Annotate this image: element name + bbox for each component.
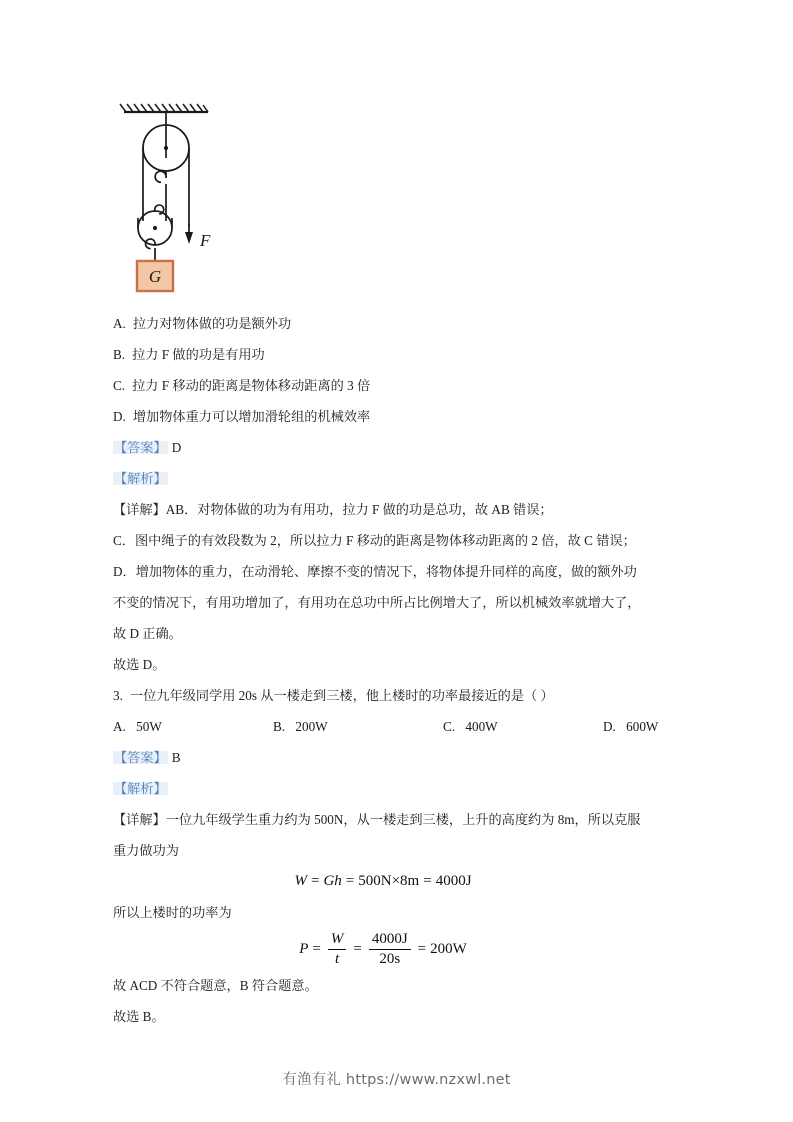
option-letter: C.: [113, 377, 126, 393]
detail-text: C．图中绳子的有效段数为 2，所以拉力 F 移动的距离是物体移动距离的 2 倍，故 C 错误；: [113, 532, 636, 548]
option-text: 200W: [295, 718, 328, 734]
question3-detail-line-2: [113, 835, 693, 866]
question2-detail-line-1: [113, 494, 693, 525]
closing-text: 故 ACD 不符合题意，B 符合题意。: [113, 977, 318, 993]
question3-detail-line-1: [113, 804, 693, 835]
fixed-pulley-hook: [155, 171, 166, 182]
option-text: 拉力对物体做的功是额外功: [132, 315, 292, 331]
question3-option-d: [603, 719, 658, 735]
fraction-values: [369, 931, 411, 966]
formula-eq-2: =: [345, 873, 355, 889]
detail-text: 一位九年级学生重力约为 500N，从一楼走到三楼，上升的高度约为 8m，所以克服: [165, 811, 641, 827]
formula-eq-1: =: [312, 940, 321, 957]
fraction-numerator: 4000J: [369, 931, 411, 949]
question3-option-c: [443, 719, 498, 735]
question2-option-a: [113, 308, 693, 339]
question2-detail-line-2: [113, 525, 693, 556]
formula-work: [123, 874, 643, 889]
answer-tag: 【答案】: [114, 439, 167, 455]
option-letter: A.: [113, 718, 126, 734]
detail-text: 故 D 正确。: [113, 625, 182, 641]
formula-lhs: W: [294, 873, 307, 889]
question2-detail-line-3: [113, 556, 693, 587]
question-text: 一位九年级同学用 20s 从一楼走到三楼，他上楼时的功率最接近的是（ ）: [129, 687, 554, 703]
question3-closing-1: [113, 970, 693, 1001]
fraction-work-over-time: [328, 931, 347, 966]
pulley-system-figure: [118, 96, 348, 301]
option-text: 600W: [626, 718, 659, 734]
analysis-tag: 【解析】: [114, 780, 167, 796]
detail-tag: 【详解】: [113, 501, 166, 517]
answer-value: B: [171, 749, 181, 765]
formula-eq-3: =: [417, 940, 427, 957]
formula-eq-1: =: [310, 873, 320, 889]
movable-pulley-top-hook: [155, 205, 164, 214]
question2-answer-row: [113, 432, 693, 463]
movable-pulley-axle: [153, 226, 157, 230]
detail-text: 不变的情况下，有用功增加了，有用功在总功中所占比例增大了，所以机械效率就增大了，: [113, 594, 641, 610]
question3-option-a: [113, 719, 162, 735]
closing-text: 故选 B。: [113, 1008, 165, 1024]
force-arrow-head: [185, 232, 193, 244]
question3-analysis-row: [113, 773, 693, 804]
detail-text: AB．对物体做的功为有用功，拉力 F 做的功是总功，故 AB 错误；: [165, 501, 553, 517]
formula-work-expression: [294, 874, 471, 889]
detail-text: D．增加物体的重力，在动滑轮、摩擦不变的情况下，将物体提升同样的高度，做的额外功: [113, 563, 637, 579]
option-text: 400W: [465, 718, 498, 734]
detail-text: 重力做功为: [113, 842, 179, 858]
force-label: F: [200, 231, 211, 250]
conclusion-text: 故选 D。: [113, 656, 166, 672]
option-letter: B.: [113, 346, 126, 362]
document-body: [113, 308, 693, 1032]
analysis-tag: 【解析】: [114, 470, 167, 486]
ceiling-hatching: [120, 104, 208, 112]
option-letter: A.: [113, 315, 126, 331]
formula-result: 4000J: [435, 873, 472, 889]
question3-mid-text: [113, 897, 693, 928]
question3-options-row: [113, 711, 693, 742]
question2-option-c: [113, 370, 693, 401]
formula-1-row: [113, 866, 693, 897]
question3-answer-row: [113, 742, 693, 773]
fraction-denominator: 20s: [379, 950, 401, 967]
question2-conclusion: [113, 649, 693, 680]
option-text: 50W: [136, 718, 162, 734]
mid-text: 所以上楼时的功率为: [113, 904, 232, 920]
fixed-pulley-axle: [164, 146, 168, 150]
option-text: 拉力 F 移动的距离是物体移动距离的 3 倍: [132, 377, 371, 393]
question3-stem: [113, 680, 693, 711]
formula-term-1: Gh: [323, 873, 342, 889]
formula-lhs: P: [299, 940, 309, 957]
option-letter: D.: [113, 408, 126, 424]
formula-power-expression: [299, 931, 467, 966]
fraction-numerator: W: [328, 931, 347, 949]
option-letter: D.: [603, 718, 616, 734]
formula-term-2: 500N×8m: [358, 873, 420, 889]
detail-tag: 【详解】: [113, 811, 166, 827]
question2-analysis-row: [113, 463, 693, 494]
question3-closing-2: [113, 1001, 693, 1032]
option-text: 拉力 F 做的功是有用功: [132, 346, 265, 362]
formula-result: 200W: [430, 940, 467, 957]
formula-2-row: [113, 928, 693, 970]
option-text: 增加物体重力可以增加滑轮组的机械效率: [132, 408, 371, 424]
option-letter: B.: [273, 718, 286, 734]
formula-power: [123, 931, 643, 966]
answer-tag: 【答案】: [114, 749, 167, 765]
question-number: 3.: [113, 687, 123, 703]
question3-option-b: [273, 719, 328, 735]
question2-option-b: [113, 339, 693, 370]
footer-watermark: 有渔有礼 https://www.nzxwl.net: [282, 1072, 511, 1088]
option-letter: C.: [443, 718, 456, 734]
question2-detail-line-4: [113, 587, 693, 618]
weight-block-label: G: [148, 267, 162, 286]
fraction-denominator: t: [335, 950, 340, 967]
pulley-diagram-svg: [118, 96, 348, 301]
question2-detail-line-5: [113, 618, 693, 649]
answer-value: D: [171, 439, 182, 455]
question2-option-d: [113, 401, 693, 432]
formula-eq-3: =: [423, 873, 432, 889]
formula-eq-2: =: [353, 940, 362, 957]
